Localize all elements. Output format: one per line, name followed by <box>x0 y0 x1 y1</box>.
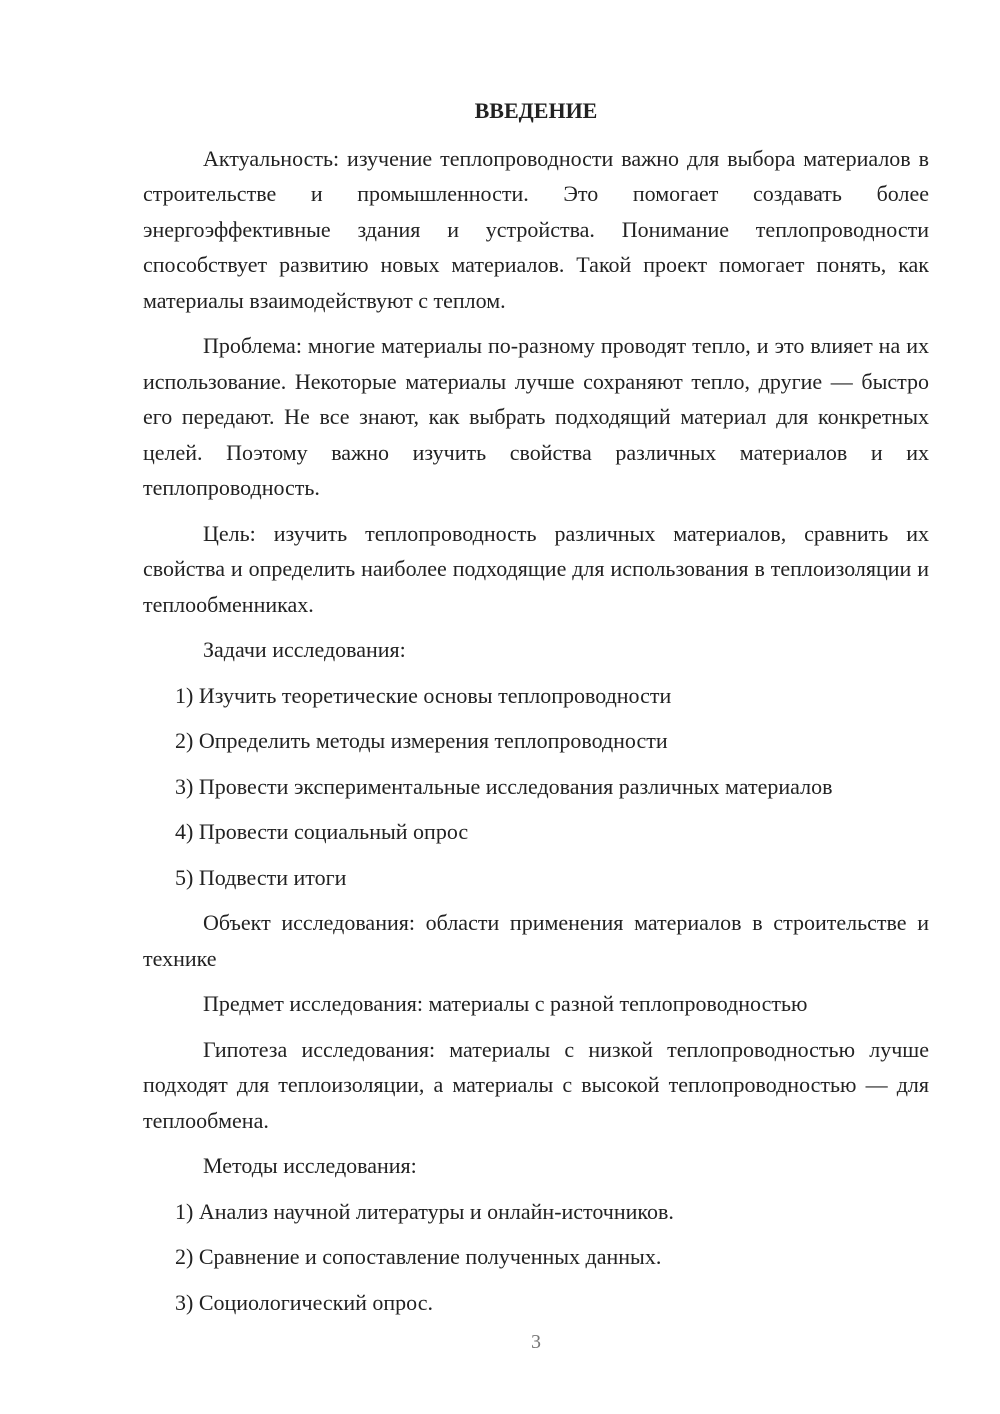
task-item: 2) Определить методы измерения теплопроводности <box>175 728 668 753</box>
method-item: 1) Анализ научной литературы и онлайн-источников. <box>175 1198 674 1224</box>
section-title: ВВЕДЕНИЕ <box>474 98 598 123</box>
task-item: 5) Подвести итоги <box>175 864 347 890</box>
method-item: 2) Сравнение и сопоставление полученных данных. <box>175 1244 662 1269</box>
problem-paragraph: Проблема: многие материалы по-разному проводят тепло, и это влияет на их использование. Некоторые материалы лучше сохраняют тепло, другие — быстро его передают. Не все знают, как выбрать подходящий материал для конкретных целей. Поэтому важно изучить свойства различных материалов и их теплопроводность. <box>143 333 929 500</box>
methods-heading: Методы исследования: <box>203 1153 417 1178</box>
task-item: 1) Изучить теоретические основы теплопроводности <box>175 682 672 708</box>
document-page <box>143 93 929 1330</box>
page-number: 3 <box>531 1331 541 1353</box>
task-item: 3) Провести экспериментальные исследования различных материалов <box>175 773 833 799</box>
tasks-list <box>143 678 929 896</box>
method-item: 3) Социологический опрос. <box>175 1289 433 1315</box>
object-paragraph: Объект исследования: области применения материалов в строительстве и технике <box>143 910 929 971</box>
relevance-paragraph: Актуальность: изучение теплопроводности важно для выбора материалов в строительстве и промышленности. Это помогает создавать более энергоэффективные здания и устройства. Понимание теплопроводности способствует развитию новых материалов. Такой проект помогает понять, как материалы взаимодействуют с теплом. <box>143 145 929 313</box>
goal-paragraph: Цель: изучить теплопроводность различных материалов, сравнить их свойства и определить наиболее подходящие для использования в теплоизоляции и теплообменниках. <box>143 520 929 617</box>
hypothesis-paragraph: Гипотеза исследования: материалы с низкой теплопроводностью лучше подходят для теплоизоляции, а материалы с высокой теплопроводностью — для теплообмена. <box>143 1036 929 1133</box>
tasks-heading: Задачи исследования: <box>203 637 406 662</box>
task-item: 4) Провести социальный опрос <box>175 819 469 844</box>
subject-paragraph: Предмет исследования: материалы с разной теплопроводностью <box>203 991 808 1016</box>
methods-list <box>143 1194 929 1321</box>
